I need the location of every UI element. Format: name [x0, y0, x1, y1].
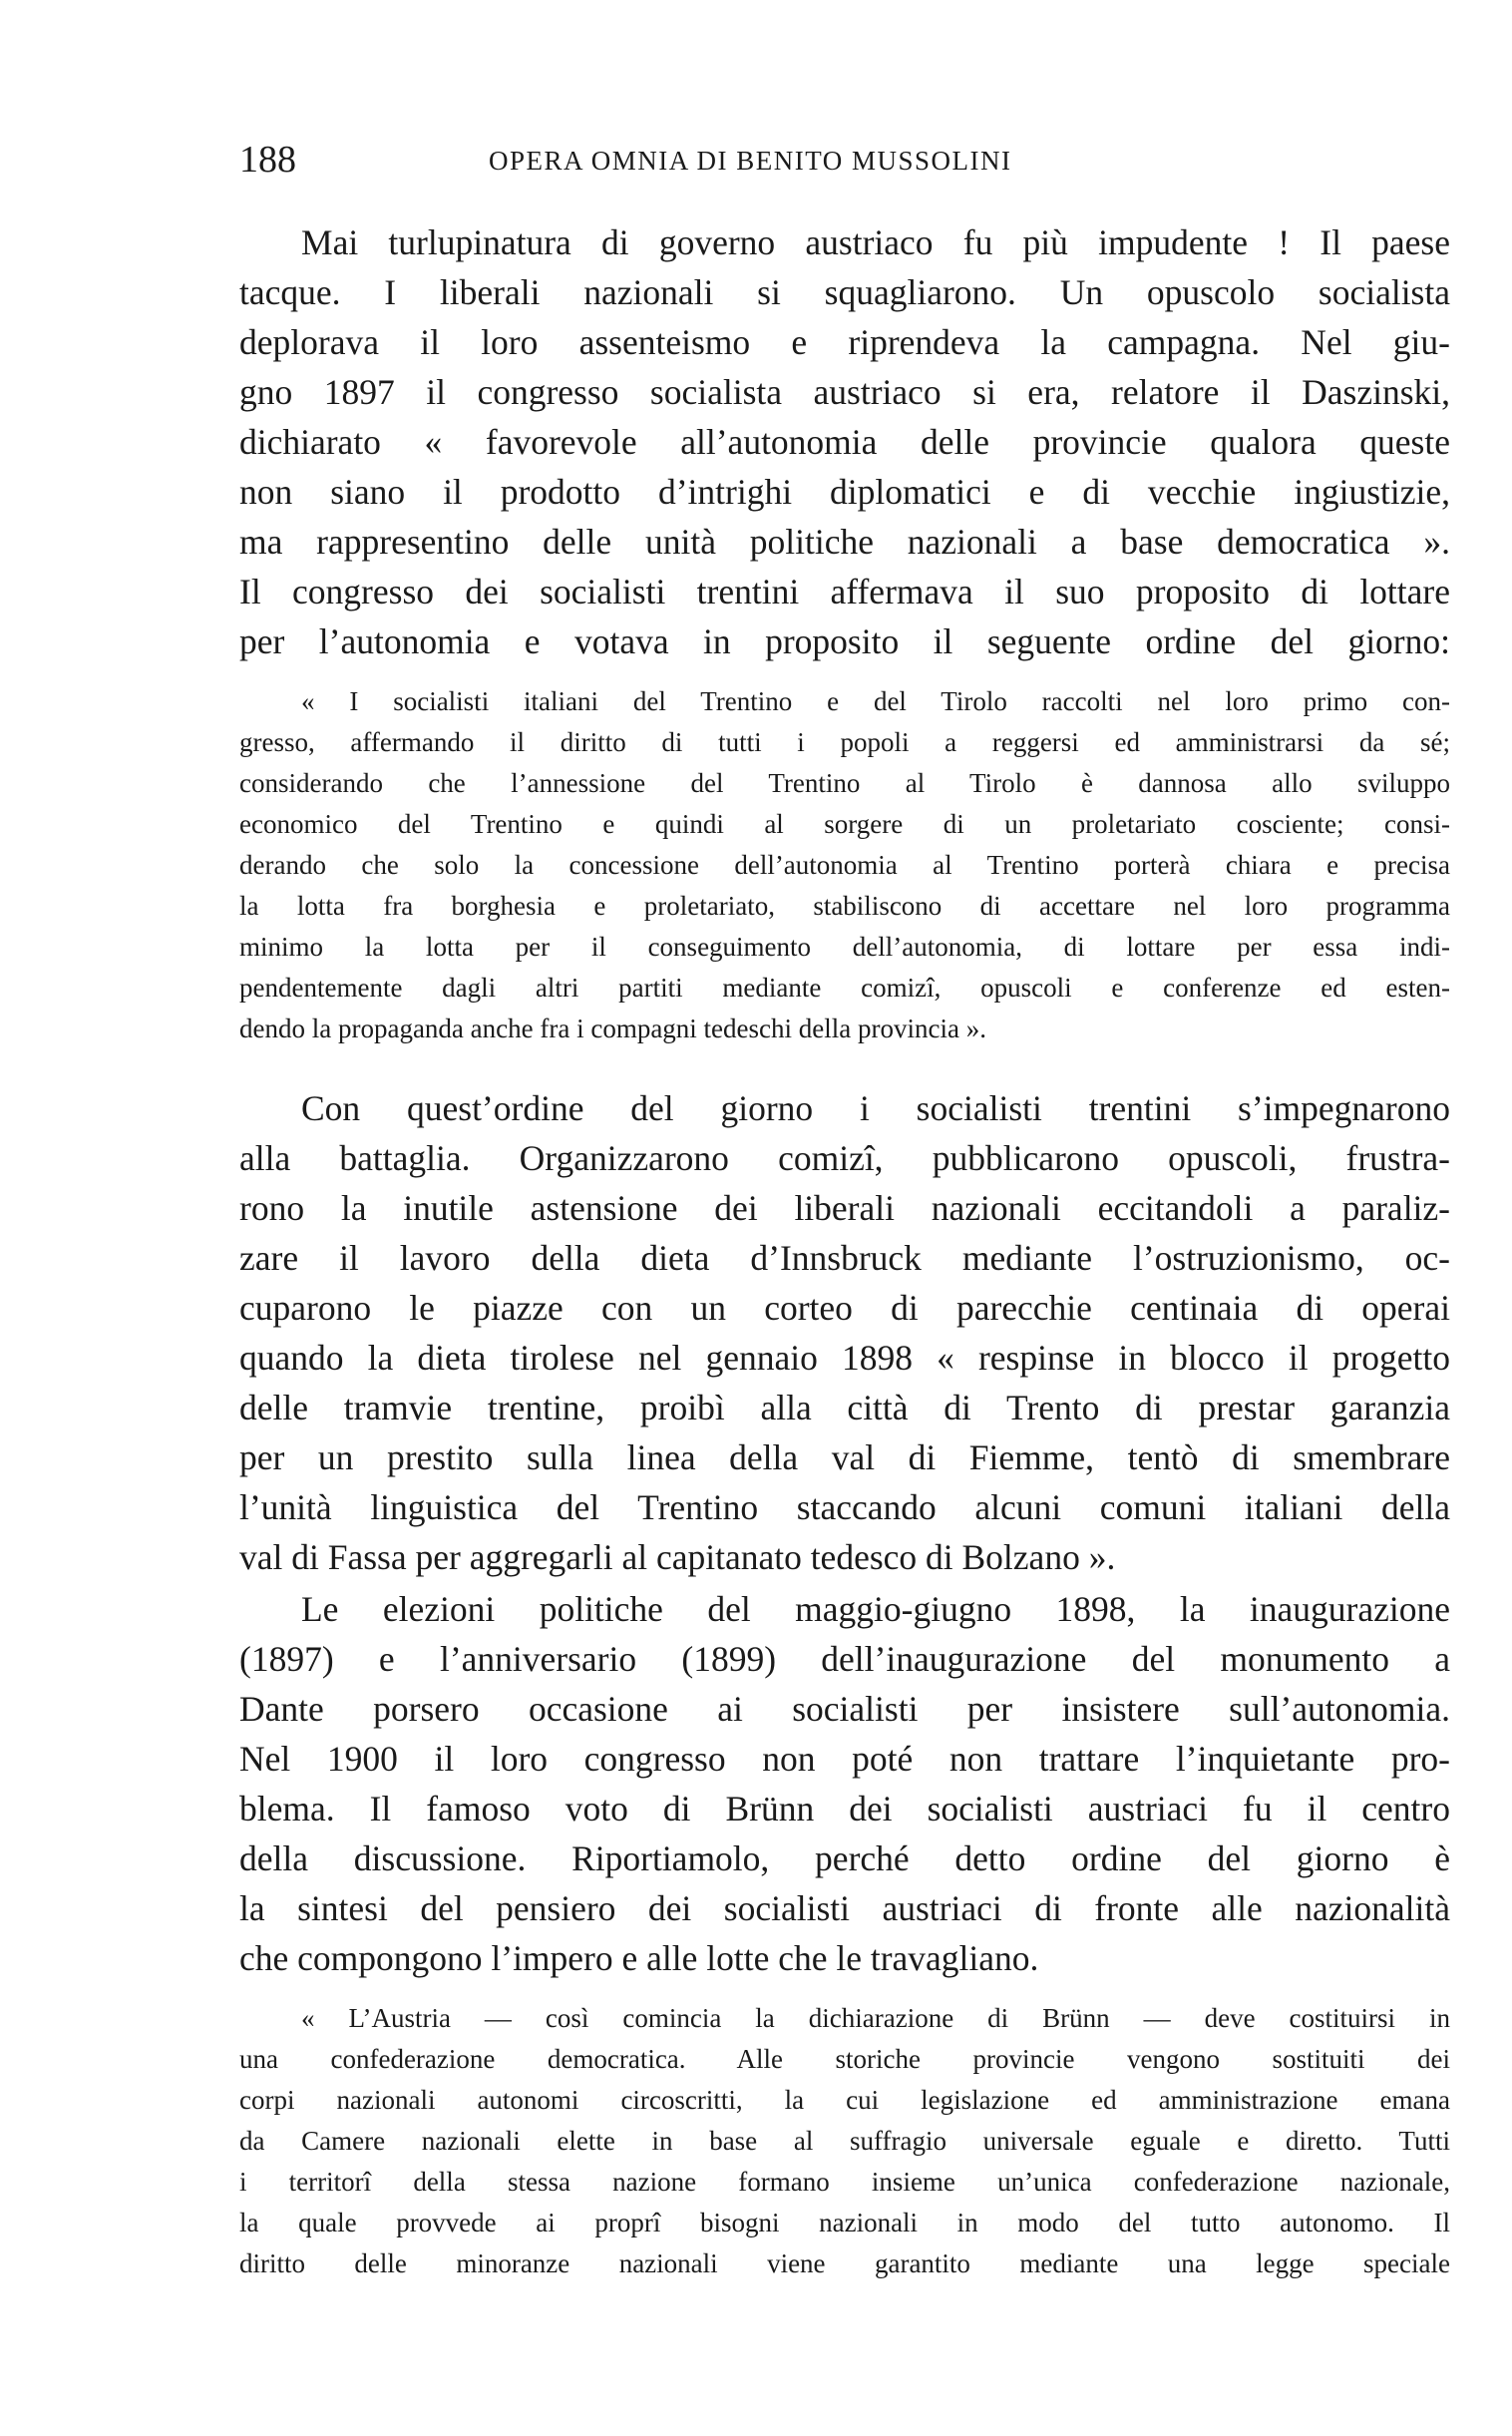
paragraph-line: per un prestito sulla linea della val di Fiemme, tentò di smembrare: [239, 1437, 1450, 1477]
quote-line: la lotta fra borghesia e proletariato, stabiliscono di accettare nel loro programma: [239, 891, 1450, 921]
paragraph-line: ma rappresentino delle unità politiche nazionali a base democratica ».: [239, 522, 1450, 562]
quote-line: una confederazione democratica. Alle storiche provincie vengono sostituiti dei: [239, 2044, 1450, 2074]
paragraph-line: val di Fassa per aggregarli al capitanato tedesco di Bolzano ».: [239, 1537, 1116, 1577]
paragraph-line: della discussione. Riportiamolo, perché detto ordine del giorno è: [239, 1838, 1450, 1878]
quote-line: corpi nazionali autonomi circoscritti, la cui legislazione ed amministrazione emana: [239, 2085, 1450, 2115]
paragraph-line: la sintesi del pensiero dei socialisti austriaci di fronte alle nazionalità: [239, 1888, 1450, 1928]
quote-line: « I socialisti italiani del Trentino e del Tirolo raccolti nel loro primo con-: [301, 686, 1450, 716]
paragraph-line: che compongono l’impero e alle lotte che le travagliano.: [239, 1938, 1039, 1978]
paragraph-line: non siano il prodotto d’intrighi diplomatici e di vecchie ingiustizie,: [239, 472, 1450, 512]
quote-line: diritto delle minoranze nazionali viene garantito mediante una legge speciale: [239, 2248, 1450, 2278]
paragraph-line: Nel 1900 il loro congresso non poté non trattare l’inquietante pro-: [239, 1739, 1450, 1779]
quote-line: minimo la lotta per il conseguimento dell’autonomia, di lottare per essa indi-: [239, 932, 1450, 962]
paragraph-line: rono la inutile astensione dei liberali nazionali eccitandoli a paraliz-: [239, 1188, 1450, 1228]
paragraph-line: per l’autonomia e votava in proposito il seguente ordine del giorno:: [239, 621, 1450, 661]
paragraph-line: dichiarato « favorevole all’autonomia delle provincie qualora queste: [239, 422, 1450, 462]
paragraph-line: Dante porsero occasione ai socialisti per insistere sull’autonomia.: [239, 1689, 1450, 1729]
paragraph-line: cuparono le piazze con un corteo di parecchie centinaia di operai: [239, 1288, 1450, 1328]
quote-line: la quale provvede ai proprî bisogni nazionali in modo del tutto autonomo. Il: [239, 2208, 1450, 2237]
running-title: OPERA OMNIA DI BENITO MUSSOLINI: [489, 146, 1012, 176]
quote-line: considerando che l’annessione del Trentino al Tirolo è dannosa allo sviluppo: [239, 768, 1450, 798]
quote-line: economico del Trentino e quindi al sorgere di un proletariato cosciente; consi-: [239, 809, 1450, 839]
page-number: 188: [239, 139, 296, 181]
paragraph-line: Con quest’ordine del giorno i socialisti trentini s’impegnarono: [301, 1088, 1450, 1128]
paragraph-line: alla battaglia. Organizzarono comizî, pubblicarono opuscoli, frustra-: [239, 1138, 1450, 1178]
quote-line: dendo la propaganda anche fra i compagni tedeschi della provincia ».: [239, 1014, 986, 1043]
paragraph-line: Mai turlupinatura di governo austriaco fu più impudente ! Il paese: [301, 222, 1450, 262]
quote-line: « L’Austria — così comincia la dichiarazione di Brünn — deve costituirsi in: [301, 2003, 1450, 2033]
paragraph-line: tacque. I liberali nazionali si squagliarono. Un opuscolo socialista: [239, 272, 1450, 312]
paragraph-line: gno 1897 il congresso socialista austriaco si era, relatore il Daszinski,: [239, 372, 1450, 412]
paragraph-line: delle tramvie trentine, proibì alla città di Trento di prestar garanzia: [239, 1388, 1450, 1427]
paragraph-line: Le elezioni politiche del maggio-giugno 1898, la inaugurazione: [301, 1589, 1450, 1629]
quote-line: pendentemente dagli altri partiti mediante comizî, opuscoli e conferenze ed esten-: [239, 973, 1450, 1003]
paragraph-line: zare il lavoro della dieta d’Innsbruck mediante l’ostruzionismo, oc-: [239, 1238, 1450, 1278]
paragraph-line: (1897) e l’anniversario (1899) dell’inaugurazione del monumento a: [239, 1639, 1450, 1679]
paragraph-line: quando la dieta tirolese nel gennaio 1898 « respinse in blocco il progetto: [239, 1338, 1450, 1378]
paragraph-line: blema. Il famoso voto di Brünn dei socialisti austriaci fu il centro: [239, 1789, 1450, 1828]
quote-line: da Camere nazionali elette in base al suffragio universale eguale e diretto. Tutti: [239, 2126, 1450, 2156]
running-head: [239, 135, 1456, 185]
paragraph-line: Il congresso dei socialisti trentini affermava il suo proposito di lottare: [239, 572, 1450, 611]
quote-line: derando che solo la concessione dell’autonomia al Trentino porterà chiara e precisa: [239, 850, 1450, 880]
quote-line: i territorî della stessa nazione formano insieme un’unica confederazione nazionale,: [239, 2167, 1450, 2197]
quote-line: gresso, affermando il diritto di tutti i popoli a reggersi ed amministrarsi da sé;: [239, 727, 1450, 757]
paragraph-line: l’unità linguistica del Trentino staccando alcuni comuni italiani della: [239, 1487, 1450, 1527]
paragraph-line: deplorava il loro assenteismo e riprendeva la campagna. Nel giu-: [239, 322, 1450, 362]
